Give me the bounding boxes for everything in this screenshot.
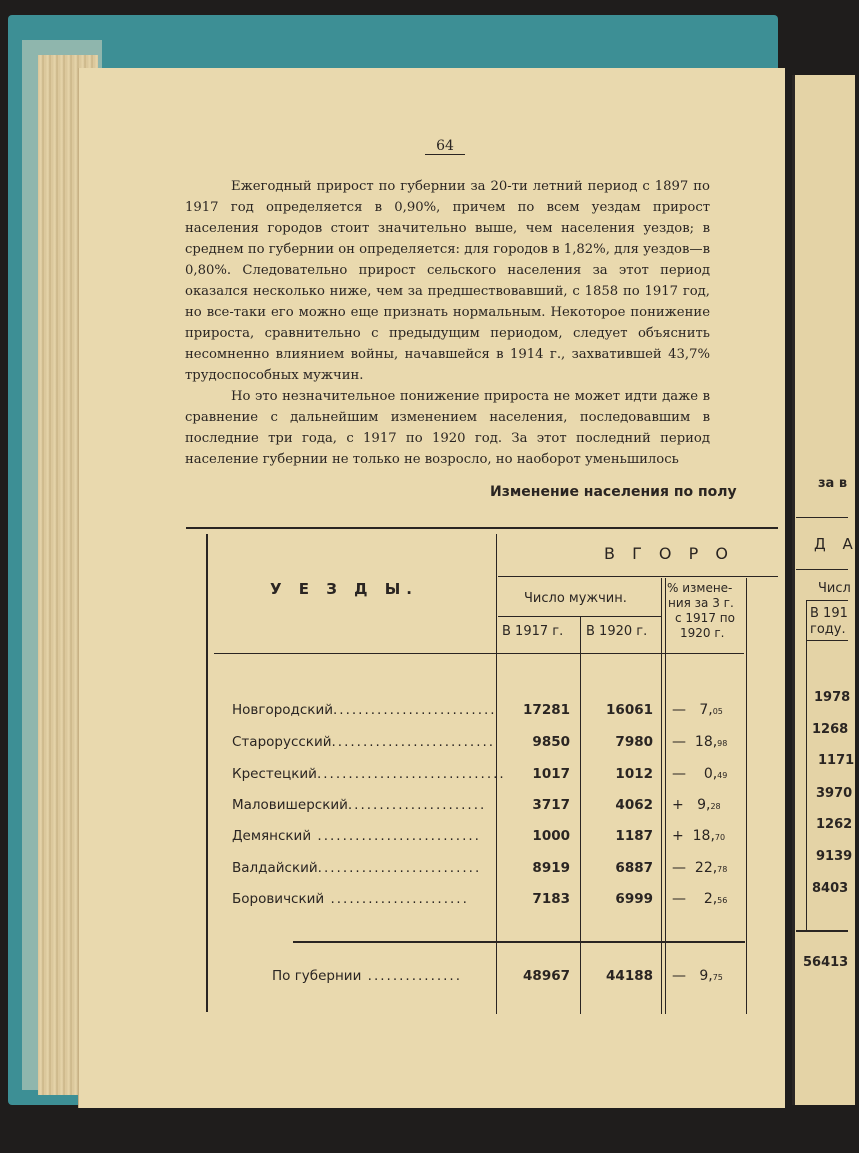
- row-label: Крестецкий: [232, 766, 317, 782]
- cell-1917: 8919: [532, 860, 570, 876]
- next-page-value: 3970: [816, 786, 853, 801]
- total-label: По губернии: [272, 968, 362, 984]
- cell-change: — 2,56: [672, 891, 728, 907]
- table-title: Изменение населения по полу: [490, 484, 737, 500]
- row-label: Демянский: [232, 828, 312, 844]
- next-page-total-rule: [796, 930, 848, 932]
- next-page-group-header: Д А: [814, 535, 859, 553]
- cell-1917: 9850: [532, 734, 570, 750]
- next-page-header-rule: [796, 569, 848, 570]
- cell-change: — 0,49: [672, 766, 728, 782]
- col-header-males: Число мужчин.: [524, 591, 627, 606]
- group-header-rule: [498, 576, 778, 577]
- cell-1920: 7980: [615, 734, 653, 750]
- col-divider-pct-b: [665, 578, 666, 1014]
- row-label: Маловишерский: [232, 797, 348, 813]
- paragraph-2: Но это незначительное понижение прироста не может идти даже в сравнение с дальнейшим изменением населения, последовавшим в последние три года, с 1917 по 1920 год. За этот последний период население губернии не только не возросло, но наоборот уменьшилось: [185, 389, 710, 467]
- next-page-col-rule: [806, 600, 807, 930]
- table-left-rule: [206, 534, 208, 1012]
- page-number: 64: [425, 138, 465, 155]
- row-label: Новгородский: [232, 702, 334, 718]
- row-label: Валдайский: [232, 860, 318, 876]
- col-header-pct-1: % измене-: [667, 581, 733, 595]
- male-header-rule: [498, 616, 662, 617]
- next-page-total: 56413: [803, 955, 849, 970]
- body-text: [185, 176, 710, 470]
- next-page-year-2: году.: [810, 622, 846, 637]
- cell-1917: 1000: [532, 828, 570, 844]
- next-page-top-rule: [796, 517, 848, 518]
- group-header-city: В Г О Р О: [604, 544, 734, 563]
- col-header-pct-2: ния за 3 г.: [668, 596, 734, 610]
- header-bottom-rule: [214, 653, 744, 654]
- total-1917: 48967: [523, 968, 570, 984]
- cell-1920: 16061: [606, 702, 653, 718]
- col-header-1920: В 1920 г.: [586, 624, 648, 639]
- row-label: Старорусский: [232, 734, 332, 750]
- cell-change: + 18,70: [672, 828, 726, 844]
- next-page-year: В 191: [810, 606, 848, 621]
- cell-1917: 3717: [532, 797, 570, 813]
- cell-change: — 7,05: [672, 702, 723, 718]
- col-header-1917: В 1917 г.: [502, 624, 564, 639]
- col-header-uezdy: У Е З Д Ы.: [270, 580, 418, 598]
- col-header-pct-3: с 1917 по: [675, 611, 735, 625]
- col-divider-pct-a: [661, 578, 662, 1014]
- cell-change: — 22,78: [672, 860, 728, 876]
- next-page-sub-rule: [806, 600, 848, 601]
- next-page-header-bottom: [806, 640, 848, 641]
- cell-change: — 18,98: [672, 734, 728, 750]
- next-page-value: 9139: [816, 849, 853, 864]
- cell-1917: 1017: [532, 766, 570, 782]
- total-separator-rule: [293, 941, 745, 943]
- col-divider-years: [580, 616, 581, 1014]
- next-page-value: 1978: [814, 690, 851, 705]
- cell-1917: 7183: [532, 891, 570, 907]
- next-page-value: 1262: [816, 817, 853, 832]
- cell-1920: 1187: [615, 828, 653, 844]
- next-page-heading-fragment: за в: [818, 476, 848, 491]
- cell-1917: 17281: [523, 702, 570, 718]
- next-page-value: 1268: [812, 722, 849, 737]
- col-header-pct-4: 1920 г.: [680, 626, 725, 640]
- cell-1920: 6999: [615, 891, 653, 907]
- cell-change: + 9,28: [672, 797, 721, 813]
- cell-1920: 1012: [615, 766, 653, 782]
- total-1920: 44188: [606, 968, 653, 984]
- next-page-value: 8403: [812, 881, 849, 896]
- total-change: — 9,75: [672, 968, 723, 984]
- paragraph-1: Ежегодный прирост по губернии за 20-ти летний период с 1897 по 1917 год определяется в 0,90%, причем по всем уездам прирост населения городов стоит значительно выше, чем населения уездов; в среднем по губернии он определяется: для городов в 1,82%, для уездов—в 0,80%. Следовательно прирост сельского населения за этот период оказался несколько ниже, чем за предшествовавший, с 1858 по 1917 год, но все-таки его можно еще признать нормальным. Некоторое понижение прироста, сравнительно с предыдущим периодом, следует объяснить несомненно влиянием войны, начавшейся в 1914 г., захватившей 43,7% трудоспособных мужчин.: [185, 179, 710, 383]
- row-label: Боровичский: [232, 891, 325, 907]
- cell-1920: 4062: [615, 797, 653, 813]
- next-page-sub-header: Числ: [818, 581, 851, 596]
- col-divider-right: [746, 578, 747, 1014]
- table-top-rule: [186, 527, 778, 529]
- cell-1920: 6887: [615, 860, 653, 876]
- next-page-value: 1171: [818, 753, 855, 768]
